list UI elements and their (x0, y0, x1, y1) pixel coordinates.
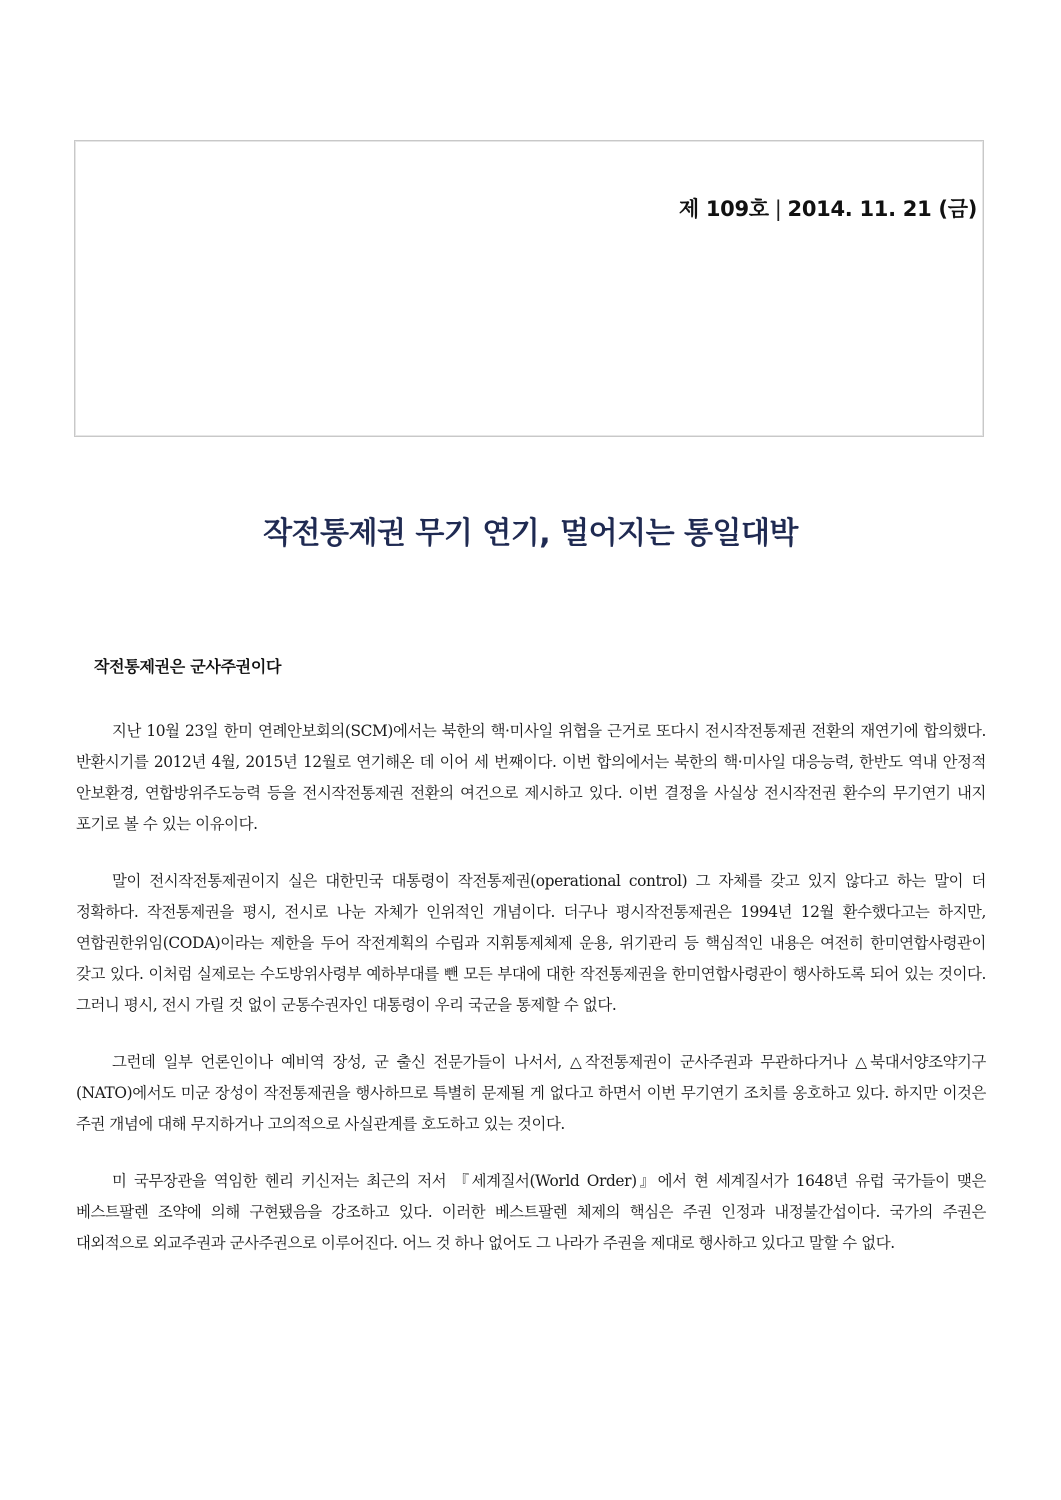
issue-date: 2014. 11. 21 (금) (787, 197, 977, 221)
section-heading: 작전통제권은 군사주권이다 (94, 657, 282, 676)
body-text (76, 716, 986, 1285)
paragraph-2: 말이 전시작전통제권이지 실은 대한민국 대통령이 작전통제권(operational control) 그 자체를 갖고 있지 않다고 하는 말이 더 정확하다. 작전통제권을 평시, 전시로 나눈 자체가 인위적인 개념이다. 더구나 평시작전통제권은 1994년 12월 환수했다고는 하지만, 연합권한위임(CODA)이라는 제한을 두어 작전계획의 수립과 지휘통제체제 운용, 위기관리 등 핵심적인 내용은 여전히 한미연합사령관이 갖고 있다. 이처럼 실제로는 수도방위사령부 예하부대를 뺀 모든 부대에 대한 작전통제권을 한미연합사령관이 행사하도록 되어 있는 것이다. 그러니 평시, 전시 가릴 것 없이 군통수권자인 대통령이 우리 국군을 통제할 수 없다. (76, 872, 986, 1014)
paragraph-3: 그런데 일부 언론인이나 예비역 장성, 군 출신 전문가들이 나서서, △작전통제권이 군사주권과 무관하다거나 △북대서양조약기구(NATO)에서도 미군 장성이 작전통제권을 행사하므로 특별히 문제될 게 없다고 하면서 이번 무기연기 조치를 옹호하고 있다. 하지만 이것은 주권 개념에 대해 무지하거나 고의적으로 사실관계를 호도하고 있는 것이다. (76, 1053, 986, 1133)
issue-separator: | (774, 197, 782, 221)
paragraph-4: 미 국무장관을 역임한 헨리 키신저는 최근의 저서 『세계질서(World Order)』에서 현 세계질서가 1648년 유럽 국가들이 맺은 베스트팔렌 조약에 의해 구현됐음을 강조하고 있다. 이러한 베스트팔렌 체제의 핵심은 주권 인정과 내정불간섭이다. 국가의 주권은 대외적으로 외교주권과 군사주권으로 이루어진다. 어느 것 하나 없어도 그 나라가 주권을 제대로 행사하고 있다고 말할 수 없다. (76, 1172, 986, 1252)
paragraph-1: 지난 10월 23일 한미 연례안보회의(SCM)에서는 북한의 핵·미사일 위협을 근거로 또다시 전시작전통제권 전환의 재연기에 합의했다. 반환시기를 2012년 4월, 2015년 12월로 연기해온 데 이어 세 번째이다. 이번 합의에서는 북한의 핵·미사일 대응능력, 한반도 역내 안정적 안보환경, 연합방위주도능력 등을 전시작전통제권 전환의 여건으로 제시하고 있다. 이번 결정을 사실상 전시작전권 환수의 무기연기 내지 포기로 볼 수 있는 이유이다. (76, 722, 986, 833)
issue-number: 제 109호 (678, 197, 769, 221)
document-title: 작전통제권 무기 연기, 멀어지는 통일대박 (263, 516, 798, 551)
issue-line (679, 193, 977, 223)
header-box (74, 140, 984, 437)
